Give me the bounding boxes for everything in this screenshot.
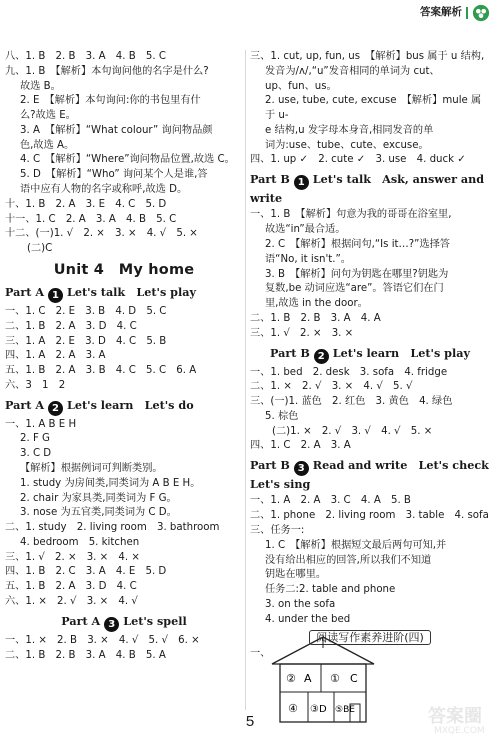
- answer-line: 2. E 【解析】本句询问:你的书包里有什: [20, 95, 201, 107]
- house-floorplan-diagram: [268, 634, 378, 726]
- answer-line: 二、1. B 2. B 3. A 4. A: [250, 312, 381, 324]
- answer-line: 3. A 【解析】“What colour” 询问物品颜: [20, 124, 213, 136]
- answer-line: 三、1. A 2. E 3. D 4. C 5. B: [5, 335, 167, 347]
- room-label: C: [350, 672, 358, 685]
- answer-line: 一、1. C 2. E 3. B 4. D 5. C: [5, 305, 167, 317]
- part-a1-heading: [5, 284, 243, 303]
- watermark-logo: [426, 702, 496, 736]
- answer-line: 2. F G: [20, 433, 50, 445]
- answer-line: up、fun、us。: [265, 80, 337, 92]
- part-label: Part A: [61, 613, 101, 628]
- answer-line: 故选 B。: [20, 80, 61, 92]
- answer-line: 2. use, tube, cute, excuse 【解析】mule 属于 u-: [265, 95, 482, 122]
- answer-line: 五、1. B 2. A 3. D 4. C: [5, 581, 137, 593]
- part-title: Let's spell: [123, 613, 187, 628]
- answer-line: 复数,be 动词应选“are”。答语它们在门: [265, 283, 444, 295]
- answer-line: 二、1. × 2. √ 3. × 4. √ 5. √: [250, 381, 413, 393]
- answer-line: 钥匙在哪里。: [265, 569, 327, 581]
- answers-section-8-12: [5, 50, 243, 257]
- answer-line: 2. C 【解析】根据问句,“Is it…?”选择答: [265, 239, 450, 251]
- watermark-text: 答案圈: [428, 706, 482, 727]
- part-label: Part B: [250, 458, 290, 473]
- answer-line: 四、1. A 2. A 3. A: [5, 350, 106, 362]
- part-number-badge: 3: [104, 617, 119, 632]
- answer-line: 六、1. × 2. √ 3. × 4. √: [5, 596, 138, 608]
- page-header: [420, 3, 490, 23]
- answer-line: 五、1. B 2. A 3. B 4. C 5. C 6. A: [5, 365, 197, 377]
- page-number: 5: [245, 713, 255, 731]
- answer-line: 十、1. B 2. A 3. E 4. C 5. D: [5, 198, 167, 210]
- answer-line: 八、1. B 2. B 3. A 4. B 5. C: [5, 51, 166, 62]
- part-b3-answers: [250, 494, 490, 627]
- part-label: Part B: [270, 345, 310, 360]
- part-label: Part A: [5, 397, 44, 412]
- answer-line: 1. study 为房间类,同类词为 A B E H。: [20, 477, 201, 489]
- answer-line: 3. C D: [20, 448, 52, 460]
- part-number-badge: 1: [294, 175, 309, 190]
- part-number-badge: 1: [48, 288, 63, 303]
- part-b1-heading: [250, 171, 490, 206]
- part-a2-heading: [5, 397, 243, 416]
- part-a1-answers: [5, 305, 243, 394]
- right-column: [250, 50, 500, 662]
- answer-line: 四、1. B 2. C 3. A 4. E 5. D: [5, 566, 167, 578]
- answer-line: 四、1. C 2. A 3. A: [250, 440, 351, 452]
- spelling-answers: [250, 50, 490, 168]
- answer-line: 么?故选 E。: [20, 110, 76, 122]
- answer-line: 二、1. phone 2. living room 3. table 4. sofa: [250, 510, 489, 522]
- answer-line: 二、1. B 2. B 3. A 4. B 5. A: [5, 649, 166, 661]
- answer-line: 4. under the bed: [265, 613, 351, 625]
- answer-line: 一、1. B 【解析】句意为我的哥哥在浴室里,: [250, 209, 452, 221]
- answer-line: 三、1. cut, up, fun, us 【解析】bus 属于 u 结构,: [250, 51, 485, 62]
- answer-line: 一、1. × 2. B 3. × 4. √ 5. √ 6. ×: [5, 634, 200, 646]
- part-a2-answers: [5, 418, 243, 610]
- part-title: Let's talk Let's play: [67, 284, 196, 299]
- header-divider: [466, 7, 468, 19]
- part-a3-answers: [5, 634, 243, 664]
- answer-line: 十二、(一)1. √ 2. × 3. × 4. √ 5. ×: [5, 228, 198, 240]
- part-label: Part A: [5, 284, 44, 299]
- part-title: Let's talk Ask, answer and write: [250, 172, 485, 206]
- answer-line: 任务二:2. table and phone: [265, 584, 396, 596]
- answer-line: 二、1. B 2. A 3. D 4. C: [5, 320, 137, 332]
- answer-line: 十一、1. C 2. A 3. A 4. B 5. C: [5, 213, 177, 225]
- part-title: Let's learn Let's do: [67, 397, 194, 412]
- part-number-badge: 2: [314, 349, 329, 364]
- part-b3-heading: [250, 457, 500, 492]
- room-label: A: [304, 672, 312, 685]
- answer-line: 三、任务一:: [250, 525, 305, 536]
- answer-line: 一、1. A B E H: [5, 418, 77, 430]
- answer-line: 三、1. √ 2. × 3. × 4. ×: [5, 551, 140, 563]
- column-divider: [245, 50, 246, 710]
- answer-line: 里,故选 in the door。: [265, 298, 368, 310]
- part-b2-answers: [250, 366, 490, 455]
- room-label: ②: [286, 672, 296, 685]
- answer-line: 三、(一)1. 蓝色 2. 红色 3. 黄色 4. 绿色: [250, 396, 453, 408]
- answer-line: 词为:use、tube、cute、excuse。: [265, 139, 429, 151]
- answer-line: 六、3 1 2: [5, 379, 66, 391]
- room-label: ③D: [310, 704, 327, 715]
- header-title: 答案解析: [420, 6, 462, 19]
- answer-line: 故选“in”最合适。: [265, 224, 346, 236]
- room-label: ⑤BE: [335, 705, 355, 715]
- answer-line: 二、1. study 2. living room 3. bathroom: [5, 522, 220, 534]
- part-title: Read and write Let's check Let's sing: [250, 458, 500, 492]
- room-label: ①: [330, 672, 340, 685]
- leaf-logo-icon: [472, 4, 490, 22]
- answer-line: 4. bedroom 5. kitchen: [20, 536, 140, 548]
- reading-question-prefix: 一、: [250, 648, 271, 660]
- answer-line: 色,故选 A。: [20, 139, 75, 151]
- unit-title: Unit 4 My home: [53, 261, 195, 278]
- answer-line: 5. D 【解析】“Who” 询问某个人是谁,答: [20, 169, 208, 181]
- answer-line: 一、1. bed 2. desk 3. sofa 4. fridge: [250, 366, 448, 378]
- answer-line: 【解析】根据例词可判断类别。: [20, 462, 163, 474]
- answer-line: 3. B 【解析】问句为钥匙在哪里?钥匙为: [265, 268, 449, 280]
- room-label: ④: [288, 702, 298, 715]
- answer-line: (二)1. × 2. √ 3. √ 4. √ 5. ×: [272, 425, 433, 437]
- answer-line: 九、1. B 【解析】本句询问他的名字是什么?: [5, 65, 209, 77]
- part-a3-heading: [5, 613, 243, 632]
- part-b1-answers: [250, 208, 490, 341]
- answer-line: (二)C: [27, 243, 53, 255]
- answer-line: 2. chair 为家具类,同类词为 F G。: [20, 492, 177, 504]
- answer-line: 三、1. √ 2. × 3. ×: [250, 327, 354, 339]
- answer-line: 1. C 【解析】根据短文最后两句可知,并: [265, 539, 447, 551]
- answer-line: 3. on the sofa: [265, 598, 336, 610]
- answer-line: 一、1. A 2. A 3. C 4. A 5. B: [250, 495, 411, 507]
- part-title: Let's learn Let's play: [332, 345, 470, 360]
- part-b2-heading: [250, 345, 490, 364]
- answer-line: 语中应有人物的名字或称呼,故选 D。: [20, 184, 188, 196]
- answer-line: 没有给出相应的回答,所以我们不知道: [265, 554, 432, 566]
- answer-line: 5. 棕色: [265, 410, 299, 422]
- watermark-url: MXQE.COM: [434, 726, 485, 736]
- left-column: [5, 50, 243, 663]
- answer-line: e 结构,u 发字母本身音,相同发音的单: [265, 124, 434, 136]
- answer-line: 4. C 【解析】“Where”询问物品位置,故选 C。: [20, 154, 235, 166]
- part-number-badge: 2: [48, 401, 63, 416]
- answer-line: 四、1. up ✓ 2. cute ✓ 3. use 4. duck ✓: [250, 154, 466, 166]
- part-label: Part B: [250, 172, 290, 187]
- answer-line: 发音为/ʌ/,“u”发音相同的单词为 cut、: [265, 65, 440, 77]
- answer-line: 3. nose 为五官类,同类词为 C D。: [20, 507, 177, 519]
- reading-title-text: 阅读写作素养进阶(四): [309, 630, 431, 645]
- answer-line: 语“No, it isn't.”。: [265, 253, 351, 265]
- part-number-badge: 3: [294, 461, 309, 476]
